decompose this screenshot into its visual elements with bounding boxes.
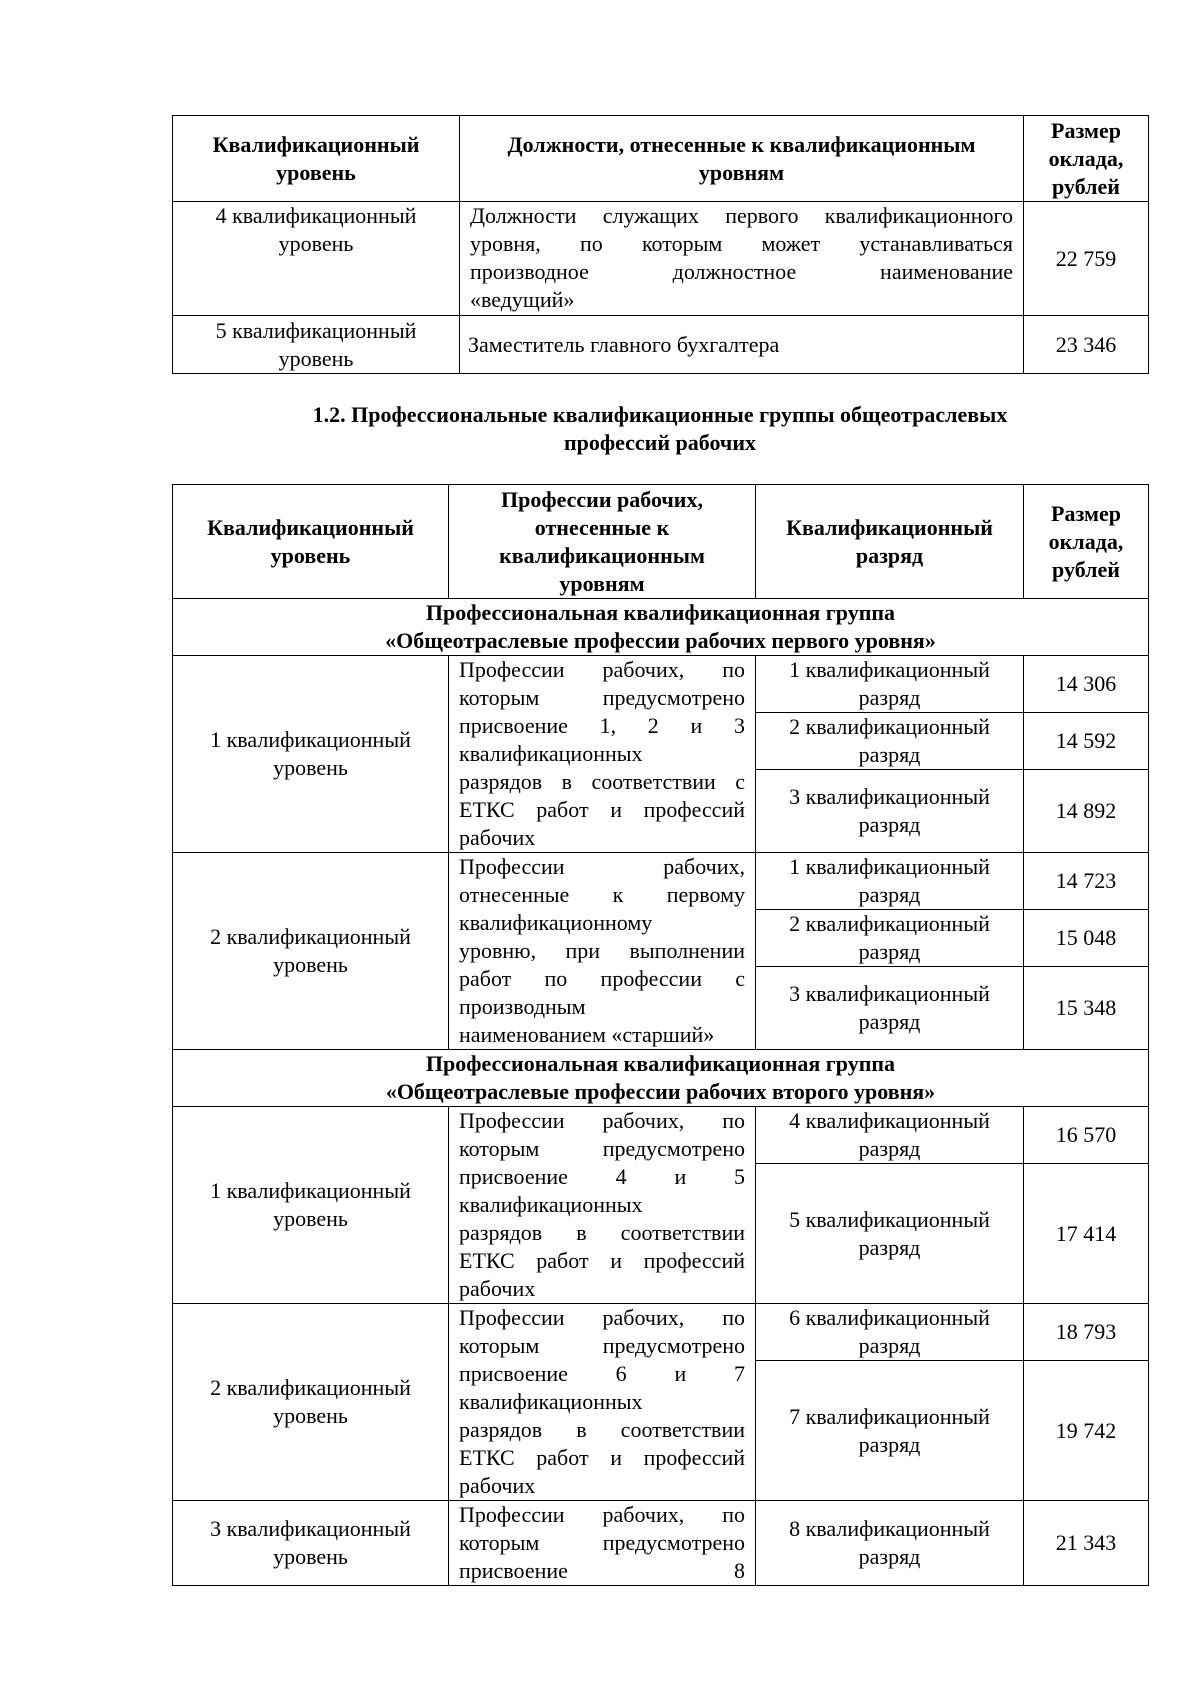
desc-line: работ по профессии с [459,966,745,991]
desc-line: Профессии рабочих, по [459,1108,745,1133]
desc-line: которым предусмотрено [459,1136,745,1161]
qualification-level-cell: 5 квалификационный уровень [173,316,460,374]
professions-cell [449,1304,756,1501]
header-salary: Размер оклада, рублей [1024,485,1149,599]
desc-line: ЕТКС работ и профессий [459,1445,745,1470]
desc-line: наименованием «старший» [459,1022,715,1047]
group-row [173,599,1149,656]
positions-salary-table [172,115,1149,374]
desc-line: присвоение 8 [459,1558,745,1583]
grade-cell: 6 квалификационный разряд [756,1304,1024,1361]
salary-cell: 15 348 [1024,967,1149,1050]
header-professions: Профессии рабочих, отнесенные к квалификационным уровням [449,485,756,599]
desc-line: рабочих [459,825,536,850]
table-row [173,202,1149,316]
desc-line: рабочих [459,1276,536,1301]
desc-line: рабочих [459,1473,536,1498]
desc-line: Профессии рабочих, по [459,657,745,682]
positions-cell [460,202,1024,316]
salary-cell: 14 892 [1024,770,1149,853]
qualification-level-cell: 1 квалификационный уровень [173,656,449,853]
table-header-row [173,485,1149,599]
salary-cell: 19 742 [1024,1361,1149,1501]
grade-cell: 1 квалификационный разряд [756,656,1024,713]
group-title-line: Профессиональная квалификационная группа [425,600,896,625]
qualification-level-cell: 2 квалификационный уровень [173,1304,449,1501]
grade-cell: 7 квалификационный разряд [756,1361,1024,1501]
worker-professions-table [172,484,1149,1586]
header-positions: Должности, отнесенные к квалификационным уровням [460,116,1024,202]
desc-line: квалификационных [459,741,643,766]
table-row [173,1304,1149,1361]
grade-cell: 4 квалификационный разряд [756,1107,1024,1164]
group-title-cell [173,599,1149,656]
salary-cell: 14 306 [1024,656,1149,713]
salary-cell: 16 570 [1024,1107,1149,1164]
desc-line: квалификационных [459,1389,643,1414]
desc-line: разрядов в соответствии [459,1220,745,1245]
salary-cell: 15 048 [1024,910,1149,967]
salary-cell: 14 723 [1024,853,1149,910]
section-heading-line: профессий рабочих [563,430,756,455]
desc-line: отнесенные к первому [459,882,745,907]
table-header-row [173,116,1149,202]
salary-cell: 17 414 [1024,1164,1149,1304]
desc-line: ЕТКС работ и профессий [459,797,745,822]
desc-line: присвоение 4 и 5 [459,1164,745,1189]
group-row [173,1050,1149,1107]
positions-line: «ведущий» [470,287,575,312]
desc-line: уровню, при выполнении [459,938,745,963]
grade-cell: 3 квалификационный разряд [756,770,1024,853]
desc-line: разрядов в соответствии с [459,769,745,794]
table-row [173,853,1149,910]
table-row [173,656,1149,713]
desc-line: производным [459,994,586,1019]
header-grade: Квалификационный разряд [756,485,1024,599]
section-heading-line: 1.2. Профессиональные квалификационные группы общеотраслевых [312,402,1008,427]
group-title-line: Профессиональная квалификационная группа [425,1051,896,1076]
salary-cell: 22 759 [1024,202,1149,316]
grade-cell: 2 квалификационный разряд [756,713,1024,770]
desc-line: Профессии рабочих, по [459,1502,745,1527]
section-heading [172,401,1148,457]
group-title-line: «Общеотраслевые профессии рабочих второго уровня» [385,1079,936,1104]
desc-line: Профессии рабочих, [459,854,745,879]
table-row [173,316,1149,374]
positions-line: Должности служащих первого квалификационного [470,203,1013,228]
desc-line: квалификационных [459,1192,643,1217]
desc-line: которым предусмотрено [459,1333,745,1358]
qualification-level-cell: 2 квалификационный уровень [173,853,449,1050]
group-title-cell [173,1050,1149,1107]
desc-line: Профессии рабочих, по [459,1305,745,1330]
grade-cell: 3 квалификационный разряд [756,967,1024,1050]
group-title-line: «Общеотраслевые профессии рабочих первого уровня» [385,628,936,653]
professions-cell [449,1501,756,1586]
salary-cell: 21 343 [1024,1501,1149,1586]
desc-line: квалификационному [459,910,653,935]
header-qualification-level: Квалификационный уровень [173,116,460,202]
salary-cell: 14 592 [1024,713,1149,770]
salary-cell: 18 793 [1024,1304,1149,1361]
header-salary: Размер оклада, рублей [1024,116,1149,202]
grade-cell: 2 квалификационный разряд [756,910,1024,967]
positions-line: производное должностное наименование [470,259,1013,284]
professions-cell [449,853,756,1050]
grade-cell: 1 квалификационный разряд [756,853,1024,910]
professions-cell [449,1107,756,1304]
positions-line: уровня, по которым может устанавливаться [470,231,1013,256]
grade-cell: 5 квалификационный разряд [756,1164,1024,1304]
positions-cell: Заместитель главного бухгалтера [460,316,1024,374]
salary-cell: 23 346 [1024,316,1149,374]
professions-cell [449,656,756,853]
desc-line: присвоение 1, 2 и 3 [459,713,745,738]
qualification-level-cell: 4 квалификационный уровень [173,202,460,316]
table-row [173,1501,1149,1586]
table-row [173,1107,1149,1164]
desc-line: присвоение 6 и 7 [459,1361,745,1386]
desc-line: которым предусмотрено [459,1530,745,1555]
desc-line: разрядов в соответствии [459,1417,745,1442]
desc-line: которым предусмотрено [459,685,745,710]
qualification-level-cell: 1 квалификационный уровень [173,1107,449,1304]
qualification-level-cell: 3 квалификационный уровень [173,1501,449,1586]
desc-line: ЕТКС работ и профессий [459,1248,745,1273]
header-qualification-level: Квалификационный уровень [173,485,449,599]
grade-cell: 8 квалификационный разряд [756,1501,1024,1586]
